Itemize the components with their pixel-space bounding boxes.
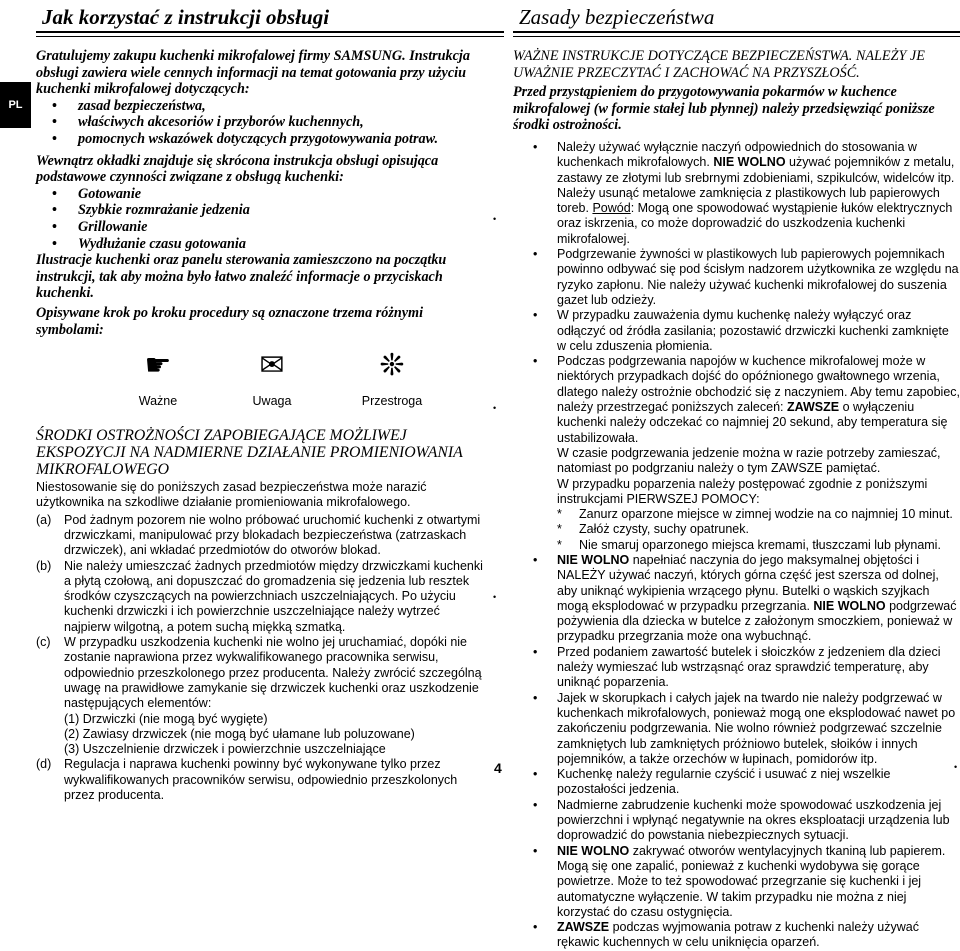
list-item: • Jajek w skorupkach i całych jajek na twardo nie należy podgrzewać w kuchenkach mikrofalowych, ponieważ mogą one eksplodować nawet po zakończeniu podgrzewania. Nie wolno również podgrzewać szczelnie zamkniętych lub zamkniętych próżniowo butelek, słoików i innych pojemników, a także orzechów w łupinach, pomidorów itp. [557, 691, 960, 767]
bullet-text: Należy używać wyłącznie naczyń odpowiednich do stosowania w kuchenkach mikrofalowych. [557, 139, 917, 170]
first-aid-item: * Zanurz oparzone miejsce w zimnej wodzie na co najmniej 10 minut. [557, 507, 953, 522]
important-title: WAŻNE INSTRUKCJE DOTYCZĄCE BEZPIECZEŃSTWA. NALEŻY JE UWAŻNIE PRZECZYTAĆ I ZACHOWAĆ NA PRZYSZŁOŚĆ. [513, 48, 925, 81]
emphasis: NIE WOLNO [557, 552, 630, 567]
list-item: • zasad bezpieczeństwa, [78, 98, 489, 115]
list-item: • Gotowanie [78, 186, 489, 203]
left-header [36, 5, 504, 37]
symbol-important [108, 346, 208, 408]
emphasis: NIE WOLNO [557, 843, 630, 858]
precautions-title: ŚRODKI OSTROŻNOŚCI ZAPOBIEGAJĄCE MOŻLIWEJ EKSPOZYCJI NA NADMIERNE DZIAŁANIE PROMIENIOWANIA MIKROFALOWEGO [36, 427, 463, 479]
important-intro: Przed przystąpieniem do przygotowywania pokarmów w kuchence mikrofalowej (w formie stałej lub płynnej) należy przedsięwziąć poniższe środki ostrożności. [513, 84, 935, 134]
item-text: W przypadku uszkodzenia kuchenki nie wolno jej uruchamiać, dopóki nie zostanie naprawiona przez wykwalifikowanego pracownika serwisu, odpowiednio przeszkolonego przez producenta. Należy zwrócić szczególną uwagę na prawidłowe zamykanie się drzwiczek kuchenki oraz uszkodzenie następujących elementów: [64, 635, 482, 711]
right-header-rule [513, 31, 960, 33]
list-item [36, 635, 489, 711]
list-item [557, 844, 960, 920]
left-header-rule-thin [36, 36, 504, 37]
bullet-text: używać pojemników z metalu, zastawy ze złotymi lub srebrnymi zdobieniami, szpikulców, widelców itp. [557, 155, 955, 185]
bullet-text: zakrywać otworów wentylacyjnych tkaniną lub papierem. Mogą się one zapalić, ponieważ z kuchenki wydobywa się gorące powietrze. Może to też spowodować przegrzanie się kuchenki i jej automatyczne wyłączenie. W takim przypadku nie można z niej korzystać do czasu ostygnięcia. [557, 843, 946, 919]
list-item: • pomocnych wskazówek dotyczących przygotowywania potraw. [78, 131, 489, 148]
intro-list [36, 98, 489, 148]
list-item [557, 354, 960, 553]
bullet-text: W przypadku poparzenia należy postępować zgodnie z poniższymi instrukcjami PIERWSZEJ POMOCY: [557, 476, 928, 506]
list-item: • Grillowanie [78, 219, 489, 236]
emphasis: ZAWSZE [787, 400, 840, 415]
left-header-rule [36, 31, 504, 33]
item-label: (d) [36, 757, 52, 772]
symbols-intro: Opisywane krok po kroku procedury są oznaczone trzema różnymi symbolami: [36, 304, 424, 338]
bullet-text: Podczas podgrzewania napojów w kuchence mikrofalowej może w niektórych przypadkach dojść do opóźnionego gwałtownego wrzenia, dlatego należy ostrożnie obchodzić się z naczyniem. Aby temu zapobiec, należy przestrzegać poniższych zaleceń: [557, 354, 960, 415]
item-label: (c) [36, 635, 51, 650]
language-tab: PL [0, 82, 31, 128]
list-item [36, 559, 489, 635]
margin-mark: • [493, 214, 497, 224]
symbol-label: Przestroga [361, 394, 423, 409]
list-item [557, 920, 960, 951]
margin-mark: • [954, 762, 958, 772]
first-aid-item: * Nie smaruj oparzonego miejsca kremami, tłuszczami lub płynami. [557, 537, 941, 552]
bullet-text: Należy usunąć metalowe zamknięcia z plastikowych lub papierowych toreb. [557, 185, 940, 216]
bullet-text: podgrzewać pożywienia dla dziecka w butelce z założonym smoczkiem, ponieważ w przypadku przegrzania może ona wybuchnąć. [557, 598, 957, 644]
item-label: (b) [36, 558, 52, 573]
left-page-title: Jak korzystać z instrukcji obsługi [42, 5, 330, 29]
reason-label: Powód [592, 201, 631, 216]
right-header [513, 5, 960, 37]
emphasis: NIE WOLNO [813, 598, 886, 613]
bullet-text: o wyłączeniu kuchenki należy odczekać co najmniej 20 sekund, aby temperatura się ustabilizowała. [557, 400, 948, 445]
precautions-intro: Niestosowanie się do poniższych zasad bezpieczeństwa może narazić użytkownika na szkodliwe działanie promieniowania mikrofalowego. [36, 480, 427, 510]
symbols-legend [36, 346, 489, 421]
right-header-rule-thin [513, 36, 960, 37]
right-page-title: Zasady bezpieczeństwa [519, 5, 715, 29]
warning-icon: ❊ [379, 349, 405, 383]
pointing-hand-icon: ☛ [144, 349, 172, 383]
list-item: • W przypadku zauważenia dymu kuchenkę należy wyłączyć oraz odłączyć od źródła zasilania; pozostawić drzwiczki kuchenki zamknięte w celu zduszenia płomienia. [557, 308, 960, 354]
page-number: 4 [494, 760, 502, 776]
symbol-warning [342, 346, 442, 408]
symbol-note [222, 346, 322, 408]
list-item: • Nadmierne zabrudzenie kuchenki może spowodować uszkodzenia jej powierzchni i wpłynąć negatywnie na okres eksploatacji urządzenia lub doprowadzić do powstania niebezpiecznych sytuacji. [557, 798, 960, 844]
inside-list [36, 186, 489, 252]
list-item [36, 757, 489, 803]
bullet-text: podczas wyjmowania potraw z kuchenki należy używać rękawic kuchennych w celu uniknięcia oparzeń. [557, 920, 919, 950]
list-item: • Wydłużanie czasu gotowania [78, 236, 489, 253]
intro-paragraph: Gratulujemy zakupu kuchenki mikrofalowej firmy SAMSUNG. Instrukcja obsługi zawiera wiele cennych informacji na temat gotowania przy użyciu kuchenki mikrofalowej dotyczących: [36, 48, 470, 98]
emphasis: ZAWSZE [557, 920, 610, 935]
bullet-text: W czasie podgrzewania jedzenie można w razie potrzeby zamieszać, natomiast po podgrzaniu należy o tym ZAWSZE pamiętać. [557, 445, 941, 476]
illustrations-paragraph: Ilustracje kuchenki oraz panelu sterowania zamieszczono na początku instrukcji, tak aby można było łatwo znaleźć informacje o przyciskach kuchenki. [36, 252, 447, 302]
list-item: • właściwych akcesoriów i przyborów kuchennych, [78, 114, 489, 131]
sub-item: (3) Uszczelnienie drzwiczek i powierzchnie uszczelniające [64, 742, 386, 757]
list-item: • Kuchenkę należy regularnie czyścić i usuwać z niej wszelkie pozostałości jedzenia. [557, 767, 960, 798]
item-text: Nie należy umieszczać żadnych przedmiotów między drzwiczkami kuchenki a płytą czołową, ani dopuszczać do gromadzenia się jedzenia lub resztek środków czyszczących na powierzchniach uszczelniających. Po użyciu kuchenki drzwiczki i ich powierzchnie uszczelniające należy wytrzeć najpierw wilgotną, a potem suchą miękką szmatką. [64, 558, 483, 634]
right-column [513, 48, 960, 951]
symbol-label: Uwaga [252, 394, 292, 409]
list-item: • Podgrzewanie żywności w plastikowych lub papierowych pojemnikach powinno odbywać się pod ścisłym nadzorem użytkownika ze względu na ryzyko zapłonu. Nie należy używać kuchenki mikrofalowej do suszenia gazet lub odzieży. [557, 247, 960, 308]
sub-item: (2) Zawiasy drzwiczek (nie mogą być ułamane lub poluzowane) [64, 726, 415, 741]
safety-list [513, 140, 960, 951]
list-item: • Szybkie rozmrażanie jedzenia [78, 202, 489, 219]
list-item [557, 553, 960, 645]
item-text: Pod żadnym pozorem nie wolno próbować uruchomić kuchenki z otwartymi drzwiczkami, manipulować przy blokadach bezpieczeństwa (zatrzaskach drzwiczek), ani wkładać przedmiotów do otworów blokad. [64, 512, 481, 558]
list-item: • Przed podaniem zawartość butelek i słoiczków z jedzeniem dla dzieci należy wymieszać lub wstrząsnąć oraz sprawdzić temperaturę, aby uniknąć poparzenia. [557, 645, 960, 691]
list-item [36, 513, 489, 559]
left-column [36, 48, 489, 803]
note-icon: ✉ [259, 349, 285, 383]
margin-mark: • [493, 403, 497, 413]
inside-paragraph: Wewnątrz okładki znajduje się skrócona instrukcja obsługi opisująca podstawowe czynności związane z obsługą kuchenki: [36, 152, 439, 186]
intro-section [36, 48, 489, 338]
margin-mark: • [493, 592, 497, 602]
item-text: Regulacja i naprawa kuchenki powinny być wykonywane tylko przez wykwalifikowanych pracowników serwisu, odpowiednio przeszkolonych przez producenta. [64, 757, 458, 803]
symbol-label: Ważne [138, 394, 178, 409]
precautions-list [36, 513, 489, 804]
item-label: (a) [36, 512, 52, 527]
list-item [557, 140, 960, 247]
bullet-text: napełniać naczynia do jego maksymalnej objętości i NALEŻY używać naczyń, których górna część jest szersza od dolnej, aby uniknąć wykipienia wrzącego płynu. Butelki o wąskich szyjkach mogą eksplodować w przypadku przegrzania. [557, 552, 939, 613]
first-aid-item: * Załóż czysty, suchy opatrunek. [557, 522, 749, 537]
sub-item: (1) Drzwiczki (nie mogą być wygięte) [64, 711, 268, 726]
bullet-text: : Mogą one spowodować wystąpienie łuków elektrycznych oraz iskrzenia, co może doprowadzić do uszkodzenia kuchenki mikrofalowej. [557, 201, 953, 246]
emphasis: NIE WOLNO [713, 155, 786, 170]
